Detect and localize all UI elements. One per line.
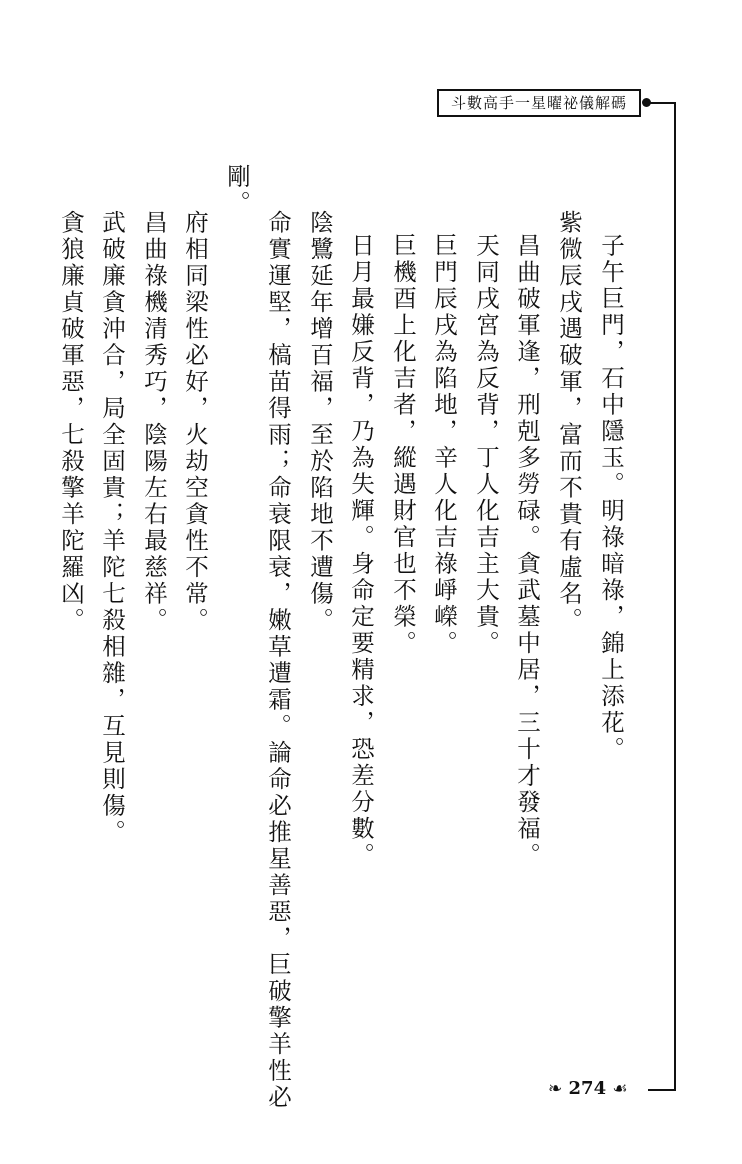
text-column: 紫微辰戌遇破軍，富而不貴有虛名。	[555, 210, 583, 634]
text-column: 子午巨門，石中隱玉。明祿暗祿，錦上添花。	[597, 233, 625, 763]
text-column: 日月最嫌反背，乃為失輝。身命定要精求，恐差分數。	[347, 233, 375, 869]
text-column: 貪狼廉貞破軍惡，七殺擎羊陀羅凶。	[57, 210, 85, 634]
text-column: 昌曲破軍逢，刑剋多勞碌。貪武墓中居，三十才發福。	[513, 233, 541, 869]
text-column: 府相同梁性必好，火劫空貪性不常。	[181, 210, 209, 634]
text-column: 昌曲祿機清秀巧，陰陽左右最慈祥。	[140, 210, 168, 634]
ornament-left-icon: ❧	[548, 1079, 563, 1099]
ornament-right-icon: ☙	[612, 1079, 628, 1099]
text-column: 剛。	[223, 164, 251, 217]
text-column: 命實運堅，槁苗得雨；命衰限衰，嫩草遭霜。論命必推星善惡，巨破擎羊性必	[264, 210, 292, 1111]
text-column: 巨門辰戌為陷地，辛人化吉祿崢嶸。	[430, 233, 458, 657]
text-column: 巨機酉上化吉者，縱遇財官也不榮。	[389, 233, 417, 657]
text-column: 天同戌宮為反背，丁人化吉主大貴。	[472, 233, 500, 657]
text-column: 武破廉貪沖合，局全固貴；羊陀七殺相雜，互見則傷。	[98, 210, 126, 846]
page-side-rule	[674, 102, 676, 1091]
page-header-title: 斗數高手一星曜祕儀解碼	[437, 89, 641, 117]
header-rule	[650, 102, 675, 104]
page-number: 274	[568, 1078, 607, 1099]
text-column: 陰鷺延年增百福，至於陷地不遭傷。	[306, 210, 334, 634]
footer-rule	[648, 1089, 676, 1091]
page-footer	[548, 1075, 628, 1103]
